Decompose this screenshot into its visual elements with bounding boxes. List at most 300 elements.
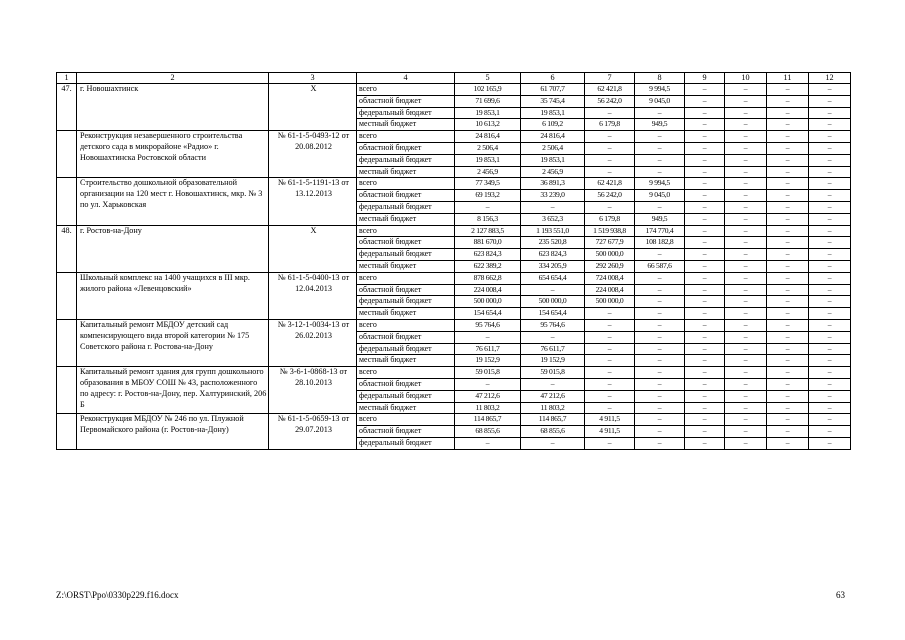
value-cell: 4 911,5 bbox=[585, 414, 635, 426]
value-cell: – bbox=[585, 331, 635, 343]
value-cell: – bbox=[585, 107, 635, 119]
value-cell: – bbox=[585, 201, 635, 213]
value-cell: 1 193 551,0 bbox=[521, 225, 585, 237]
value-cell: – bbox=[685, 402, 725, 414]
value-cell: – bbox=[725, 107, 767, 119]
value-cell: 108 182,8 bbox=[635, 237, 685, 249]
value-cell: – bbox=[725, 426, 767, 438]
value-cell: 9 994,5 bbox=[635, 84, 685, 96]
value-cell: – bbox=[635, 284, 685, 296]
value-cell: 6 109,2 bbox=[521, 119, 585, 131]
value-cell: – bbox=[725, 142, 767, 154]
value-cell: – bbox=[767, 319, 809, 331]
table-row bbox=[57, 131, 851, 143]
value-cell: – bbox=[635, 390, 685, 402]
table-row bbox=[57, 367, 851, 379]
value-cell: – bbox=[685, 378, 725, 390]
value-cell: – bbox=[767, 272, 809, 284]
table-row bbox=[57, 319, 851, 331]
value-cell: – bbox=[809, 178, 851, 190]
value-cell: 69 193,2 bbox=[455, 190, 521, 202]
value-cell: – bbox=[767, 367, 809, 379]
value-cell: 3 652,3 bbox=[521, 213, 585, 225]
value-cell: – bbox=[685, 355, 725, 367]
value-cell: 95 764,6 bbox=[455, 319, 521, 331]
value-cell: – bbox=[585, 308, 635, 320]
header-cell: 6 bbox=[521, 73, 585, 84]
value-cell: 2 456,9 bbox=[521, 166, 585, 178]
value-cell: – bbox=[455, 331, 521, 343]
value-cell: 4 911,5 bbox=[585, 426, 635, 438]
value-cell: – bbox=[635, 296, 685, 308]
value-cell: 24 816,4 bbox=[455, 131, 521, 143]
object-name: Капитальный ремонт МБДОУ детский сад компенсирующего вида второй категории № 175 Советского района г. Ростова-на-Дону bbox=[77, 319, 269, 366]
value-cell: – bbox=[809, 225, 851, 237]
expertise-code: Х bbox=[269, 225, 357, 272]
value-cell: – bbox=[635, 166, 685, 178]
value-cell: – bbox=[767, 331, 809, 343]
value-cell: – bbox=[685, 296, 725, 308]
value-cell: – bbox=[685, 319, 725, 331]
value-cell: – bbox=[767, 213, 809, 225]
object-name: Реконструкция МБДОУ № 246 по ул. Плужной Первомайского района (г. Ростов-на-Дону) bbox=[77, 414, 269, 449]
value-cell: – bbox=[685, 142, 725, 154]
value-cell: – bbox=[767, 154, 809, 166]
value-cell: – bbox=[725, 378, 767, 390]
value-cell: – bbox=[455, 201, 521, 213]
value-cell: 2 506,4 bbox=[455, 142, 521, 154]
value-cell: 235 520,8 bbox=[521, 237, 585, 249]
value-cell: – bbox=[767, 260, 809, 272]
value-cell: – bbox=[685, 414, 725, 426]
header-cell: 3 bbox=[269, 73, 357, 84]
value-cell: – bbox=[809, 296, 851, 308]
value-cell: – bbox=[455, 437, 521, 449]
value-cell: – bbox=[585, 319, 635, 331]
table-row bbox=[57, 272, 851, 284]
value-cell: 102 165,9 bbox=[455, 84, 521, 96]
funding-source: федеральный бюджет bbox=[357, 437, 455, 449]
value-cell: – bbox=[685, 390, 725, 402]
value-cell: – bbox=[725, 414, 767, 426]
value-cell: – bbox=[809, 190, 851, 202]
value-cell: – bbox=[767, 308, 809, 320]
value-cell: 68 855,6 bbox=[521, 426, 585, 438]
value-cell: 36 891,3 bbox=[521, 178, 585, 190]
value-cell: – bbox=[767, 131, 809, 143]
row-number bbox=[57, 272, 77, 319]
value-cell: – bbox=[585, 355, 635, 367]
value-cell: – bbox=[635, 107, 685, 119]
value-cell: – bbox=[767, 95, 809, 107]
value-cell: – bbox=[635, 331, 685, 343]
funding-source: областной бюджет bbox=[357, 284, 455, 296]
value-cell: – bbox=[685, 426, 725, 438]
value-cell: – bbox=[685, 131, 725, 143]
funding-source: местный бюджет bbox=[357, 260, 455, 272]
value-cell: – bbox=[767, 237, 809, 249]
value-cell: – bbox=[725, 213, 767, 225]
value-cell: – bbox=[767, 390, 809, 402]
table-row bbox=[57, 84, 851, 96]
row-number bbox=[57, 131, 77, 178]
funding-source: местный бюджет bbox=[357, 166, 455, 178]
value-cell: – bbox=[767, 142, 809, 154]
value-cell: – bbox=[725, 84, 767, 96]
value-cell: 59 015,8 bbox=[521, 367, 585, 379]
row-number: 48. bbox=[57, 225, 77, 272]
value-cell: – bbox=[635, 367, 685, 379]
value-cell: 47 212,6 bbox=[521, 390, 585, 402]
value-cell: – bbox=[767, 426, 809, 438]
value-cell: – bbox=[767, 119, 809, 131]
funding-source: областной бюджет bbox=[357, 378, 455, 390]
expertise-code: № 61-1-5-1191-13 от 13.12.2013 bbox=[269, 178, 357, 225]
value-cell: 174 770,4 bbox=[635, 225, 685, 237]
value-cell: – bbox=[725, 166, 767, 178]
value-cell: 71 699,6 bbox=[455, 95, 521, 107]
value-cell: – bbox=[767, 178, 809, 190]
value-cell: – bbox=[635, 355, 685, 367]
value-cell: – bbox=[685, 308, 725, 320]
value-cell: 95 764,6 bbox=[521, 319, 585, 331]
value-cell: – bbox=[635, 426, 685, 438]
value-cell: – bbox=[725, 272, 767, 284]
value-cell: – bbox=[635, 272, 685, 284]
value-cell: – bbox=[585, 367, 635, 379]
value-cell: 622 389,2 bbox=[455, 260, 521, 272]
value-cell: – bbox=[725, 284, 767, 296]
value-cell: – bbox=[521, 331, 585, 343]
value-cell: – bbox=[767, 249, 809, 261]
value-cell: – bbox=[809, 284, 851, 296]
value-cell: – bbox=[725, 437, 767, 449]
value-cell: – bbox=[809, 343, 851, 355]
funding-source: местный бюджет bbox=[357, 355, 455, 367]
value-cell: 62 421,8 bbox=[585, 178, 635, 190]
value-cell: 11 803,2 bbox=[521, 402, 585, 414]
value-cell: 949,5 bbox=[635, 119, 685, 131]
value-cell: – bbox=[809, 131, 851, 143]
value-cell: – bbox=[767, 414, 809, 426]
value-cell: 500 000,0 bbox=[585, 296, 635, 308]
row-number bbox=[57, 414, 77, 449]
value-cell: 59 015,8 bbox=[455, 367, 521, 379]
header-row bbox=[57, 73, 851, 84]
header-cell: 11 bbox=[767, 73, 809, 84]
object-name: Реконструкция незавершенного строительства детского сада в микрорайоне «Радио» г. Новошахтинска Ростовской области bbox=[77, 131, 269, 178]
funding-source: всего bbox=[357, 225, 455, 237]
value-cell: 47 212,6 bbox=[455, 390, 521, 402]
value-cell: 19 853,1 bbox=[521, 107, 585, 119]
value-cell: – bbox=[455, 378, 521, 390]
value-cell: 10 613,2 bbox=[455, 119, 521, 131]
value-cell: – bbox=[767, 355, 809, 367]
value-cell: – bbox=[635, 437, 685, 449]
expertise-code: № 3-6-1-0868-13 от 28.10.2013 bbox=[269, 367, 357, 414]
value-cell: – bbox=[521, 378, 585, 390]
value-cell: 2 506,4 bbox=[521, 142, 585, 154]
funding-source: федеральный бюджет bbox=[357, 296, 455, 308]
value-cell: 724 008,4 bbox=[585, 272, 635, 284]
value-cell: – bbox=[635, 402, 685, 414]
value-cell: – bbox=[767, 225, 809, 237]
value-cell: – bbox=[809, 331, 851, 343]
value-cell: – bbox=[635, 201, 685, 213]
value-cell: – bbox=[809, 107, 851, 119]
row-number bbox=[57, 319, 77, 366]
value-cell: – bbox=[809, 437, 851, 449]
value-cell: 154 654,4 bbox=[455, 308, 521, 320]
value-cell: – bbox=[809, 154, 851, 166]
value-cell: – bbox=[809, 378, 851, 390]
value-cell: 35 745,4 bbox=[521, 95, 585, 107]
funding-source: всего bbox=[357, 131, 455, 143]
value-cell: – bbox=[685, 213, 725, 225]
value-cell: – bbox=[767, 84, 809, 96]
table-row bbox=[57, 178, 851, 190]
funding-source: местный бюджет bbox=[357, 213, 455, 225]
value-cell: – bbox=[809, 390, 851, 402]
value-cell: – bbox=[725, 402, 767, 414]
value-cell: – bbox=[809, 319, 851, 331]
value-cell: – bbox=[809, 213, 851, 225]
funding-source: всего bbox=[357, 414, 455, 426]
value-cell: – bbox=[725, 319, 767, 331]
value-cell: – bbox=[685, 95, 725, 107]
value-cell: 9 045,0 bbox=[635, 190, 685, 202]
value-cell: – bbox=[809, 272, 851, 284]
value-cell: – bbox=[725, 95, 767, 107]
value-cell: 500 000,0 bbox=[455, 296, 521, 308]
value-cell: – bbox=[809, 237, 851, 249]
value-cell: 500 000,0 bbox=[585, 249, 635, 261]
value-cell: – bbox=[585, 142, 635, 154]
value-cell: 61 707,7 bbox=[521, 84, 585, 96]
value-cell: – bbox=[767, 107, 809, 119]
funding-source: местный бюджет bbox=[357, 119, 455, 131]
value-cell: – bbox=[767, 378, 809, 390]
value-cell: – bbox=[585, 390, 635, 402]
value-cell: – bbox=[585, 131, 635, 143]
value-cell: – bbox=[809, 402, 851, 414]
header-cell: 2 bbox=[77, 73, 269, 84]
value-cell: – bbox=[725, 154, 767, 166]
header-cell: 5 bbox=[455, 73, 521, 84]
value-cell: – bbox=[725, 367, 767, 379]
header-cell: 1 bbox=[57, 73, 77, 84]
object-name: Школьный комплекс на 1400 учащихся в III мкр. жилого района «Левенцовский» bbox=[77, 272, 269, 319]
value-cell: – bbox=[635, 308, 685, 320]
object-name: г. Новошахтинск bbox=[77, 84, 269, 131]
value-cell: 114 865,7 bbox=[521, 414, 585, 426]
funding-source: областной бюджет bbox=[357, 426, 455, 438]
funding-source: областной бюджет bbox=[357, 331, 455, 343]
value-cell: – bbox=[809, 142, 851, 154]
header-cell: 10 bbox=[725, 73, 767, 84]
value-cell: 19 152,9 bbox=[521, 355, 585, 367]
funding-source: федеральный бюджет bbox=[357, 201, 455, 213]
header-cell: 8 bbox=[635, 73, 685, 84]
funding-source: всего bbox=[357, 367, 455, 379]
value-cell: – bbox=[809, 119, 851, 131]
value-cell: 114 865,7 bbox=[455, 414, 521, 426]
value-cell: 68 855,6 bbox=[455, 426, 521, 438]
funding-source: всего bbox=[357, 272, 455, 284]
funding-source: областной бюджет bbox=[357, 95, 455, 107]
value-cell: 949,5 bbox=[635, 213, 685, 225]
value-cell: – bbox=[725, 237, 767, 249]
funding-source: всего bbox=[357, 84, 455, 96]
value-cell: – bbox=[685, 249, 725, 261]
value-cell: – bbox=[809, 355, 851, 367]
value-cell: – bbox=[809, 414, 851, 426]
funding-source: федеральный бюджет bbox=[357, 343, 455, 355]
value-cell: – bbox=[685, 84, 725, 96]
value-cell: – bbox=[685, 166, 725, 178]
value-cell: – bbox=[685, 201, 725, 213]
value-cell: – bbox=[809, 249, 851, 261]
value-cell: 727 677,9 bbox=[585, 237, 635, 249]
funding-source: местный бюджет bbox=[357, 402, 455, 414]
value-cell: 66 587,6 bbox=[635, 260, 685, 272]
value-cell: – bbox=[725, 225, 767, 237]
value-cell: 224 008,4 bbox=[585, 284, 635, 296]
value-cell: – bbox=[767, 166, 809, 178]
value-cell: – bbox=[767, 343, 809, 355]
table-row bbox=[57, 225, 851, 237]
value-cell: – bbox=[685, 284, 725, 296]
value-cell: – bbox=[685, 119, 725, 131]
funding-source: всего bbox=[357, 319, 455, 331]
object-name: Строительство дошкольной образовательной организации на 120 мест г. Новошахтинск, мкр. № 3 по ул. Харьковская bbox=[77, 178, 269, 225]
value-cell: – bbox=[685, 260, 725, 272]
value-cell: – bbox=[585, 343, 635, 355]
value-cell: – bbox=[725, 178, 767, 190]
value-cell: 24 816,4 bbox=[521, 131, 585, 143]
value-cell: – bbox=[585, 154, 635, 166]
value-cell: 19 152,9 bbox=[455, 355, 521, 367]
value-cell: – bbox=[809, 367, 851, 379]
value-cell: – bbox=[809, 426, 851, 438]
value-cell: – bbox=[635, 343, 685, 355]
value-cell: 19 853,1 bbox=[455, 107, 521, 119]
value-cell: 623 824,3 bbox=[521, 249, 585, 261]
value-cell: – bbox=[521, 284, 585, 296]
value-cell: – bbox=[767, 296, 809, 308]
value-cell: – bbox=[635, 378, 685, 390]
value-cell: – bbox=[685, 225, 725, 237]
value-cell: – bbox=[585, 402, 635, 414]
value-cell: – bbox=[767, 437, 809, 449]
value-cell: – bbox=[685, 343, 725, 355]
value-cell: 9 045,0 bbox=[635, 95, 685, 107]
value-cell: 19 853,1 bbox=[455, 154, 521, 166]
value-cell: 334 205,9 bbox=[521, 260, 585, 272]
row-number bbox=[57, 178, 77, 225]
header-cell: 12 bbox=[809, 73, 851, 84]
funding-source: федеральный бюджет bbox=[357, 107, 455, 119]
header-cell: 9 bbox=[685, 73, 725, 84]
value-cell: 33 239,0 bbox=[521, 190, 585, 202]
value-cell: – bbox=[809, 201, 851, 213]
value-cell: – bbox=[767, 284, 809, 296]
value-cell: 77 349,5 bbox=[455, 178, 521, 190]
budget-table bbox=[56, 72, 851, 450]
value-cell: – bbox=[809, 84, 851, 96]
value-cell: 881 670,0 bbox=[455, 237, 521, 249]
value-cell: – bbox=[725, 119, 767, 131]
value-cell: 6 179,8 bbox=[585, 213, 635, 225]
table-row bbox=[57, 414, 851, 426]
expertise-code: Х bbox=[269, 84, 357, 131]
document-path: Z:\ORST\Ppo\0330p229.f16.docx bbox=[56, 590, 179, 600]
value-cell: – bbox=[685, 107, 725, 119]
value-cell: 56 242,0 bbox=[585, 190, 635, 202]
expertise-code: № 61-1-5-0659-13 от 29.07.2013 bbox=[269, 414, 357, 449]
funding-source: федеральный бюджет bbox=[357, 390, 455, 402]
funding-source: областной бюджет bbox=[357, 237, 455, 249]
value-cell: – bbox=[685, 154, 725, 166]
value-cell: 654 654,4 bbox=[521, 272, 585, 284]
funding-source: федеральный бюджет bbox=[357, 154, 455, 166]
expertise-code: № 61-1-5-0493-12 от 20.08.2012 bbox=[269, 131, 357, 178]
value-cell: 500 000,0 bbox=[521, 296, 585, 308]
value-cell: – bbox=[767, 402, 809, 414]
expertise-code: № 3-12-1-0034-13 от 26.02.2013 bbox=[269, 319, 357, 366]
value-cell: – bbox=[809, 260, 851, 272]
row-number: 47. bbox=[57, 84, 77, 131]
value-cell: 6 179,8 bbox=[585, 119, 635, 131]
expertise-code: № 61-1-5-0400-13 от 12.04.2013 bbox=[269, 272, 357, 319]
value-cell: – bbox=[585, 437, 635, 449]
value-cell: 1 519 938,8 bbox=[585, 225, 635, 237]
value-cell: – bbox=[685, 272, 725, 284]
value-cell: – bbox=[635, 319, 685, 331]
value-cell: – bbox=[685, 237, 725, 249]
value-cell: 76 611,7 bbox=[521, 343, 585, 355]
value-cell: – bbox=[809, 166, 851, 178]
value-cell: 9 994,5 bbox=[635, 178, 685, 190]
value-cell: 224 008,4 bbox=[455, 284, 521, 296]
value-cell: – bbox=[685, 190, 725, 202]
value-cell: – bbox=[685, 178, 725, 190]
value-cell: 19 853,1 bbox=[521, 154, 585, 166]
value-cell: – bbox=[809, 308, 851, 320]
funding-source: областной бюджет bbox=[357, 142, 455, 154]
value-cell: – bbox=[685, 367, 725, 379]
value-cell: 2 127 883,5 bbox=[455, 225, 521, 237]
value-cell: – bbox=[725, 390, 767, 402]
value-cell: – bbox=[635, 142, 685, 154]
object-name: г. Ростов-на-Дону bbox=[77, 225, 269, 272]
value-cell: – bbox=[725, 131, 767, 143]
value-cell: – bbox=[585, 166, 635, 178]
page-number: 63 bbox=[836, 590, 845, 600]
value-cell: – bbox=[685, 437, 725, 449]
value-cell: 62 421,8 bbox=[585, 84, 635, 96]
value-cell: 154 654,4 bbox=[521, 308, 585, 320]
row-number bbox=[57, 367, 77, 414]
value-cell: – bbox=[809, 95, 851, 107]
value-cell: – bbox=[767, 190, 809, 202]
header-cell: 7 bbox=[585, 73, 635, 84]
value-cell: – bbox=[585, 378, 635, 390]
value-cell: 623 824,3 bbox=[455, 249, 521, 261]
value-cell: 56 242,0 bbox=[585, 95, 635, 107]
value-cell: – bbox=[725, 308, 767, 320]
header-cell: 4 bbox=[357, 73, 455, 84]
